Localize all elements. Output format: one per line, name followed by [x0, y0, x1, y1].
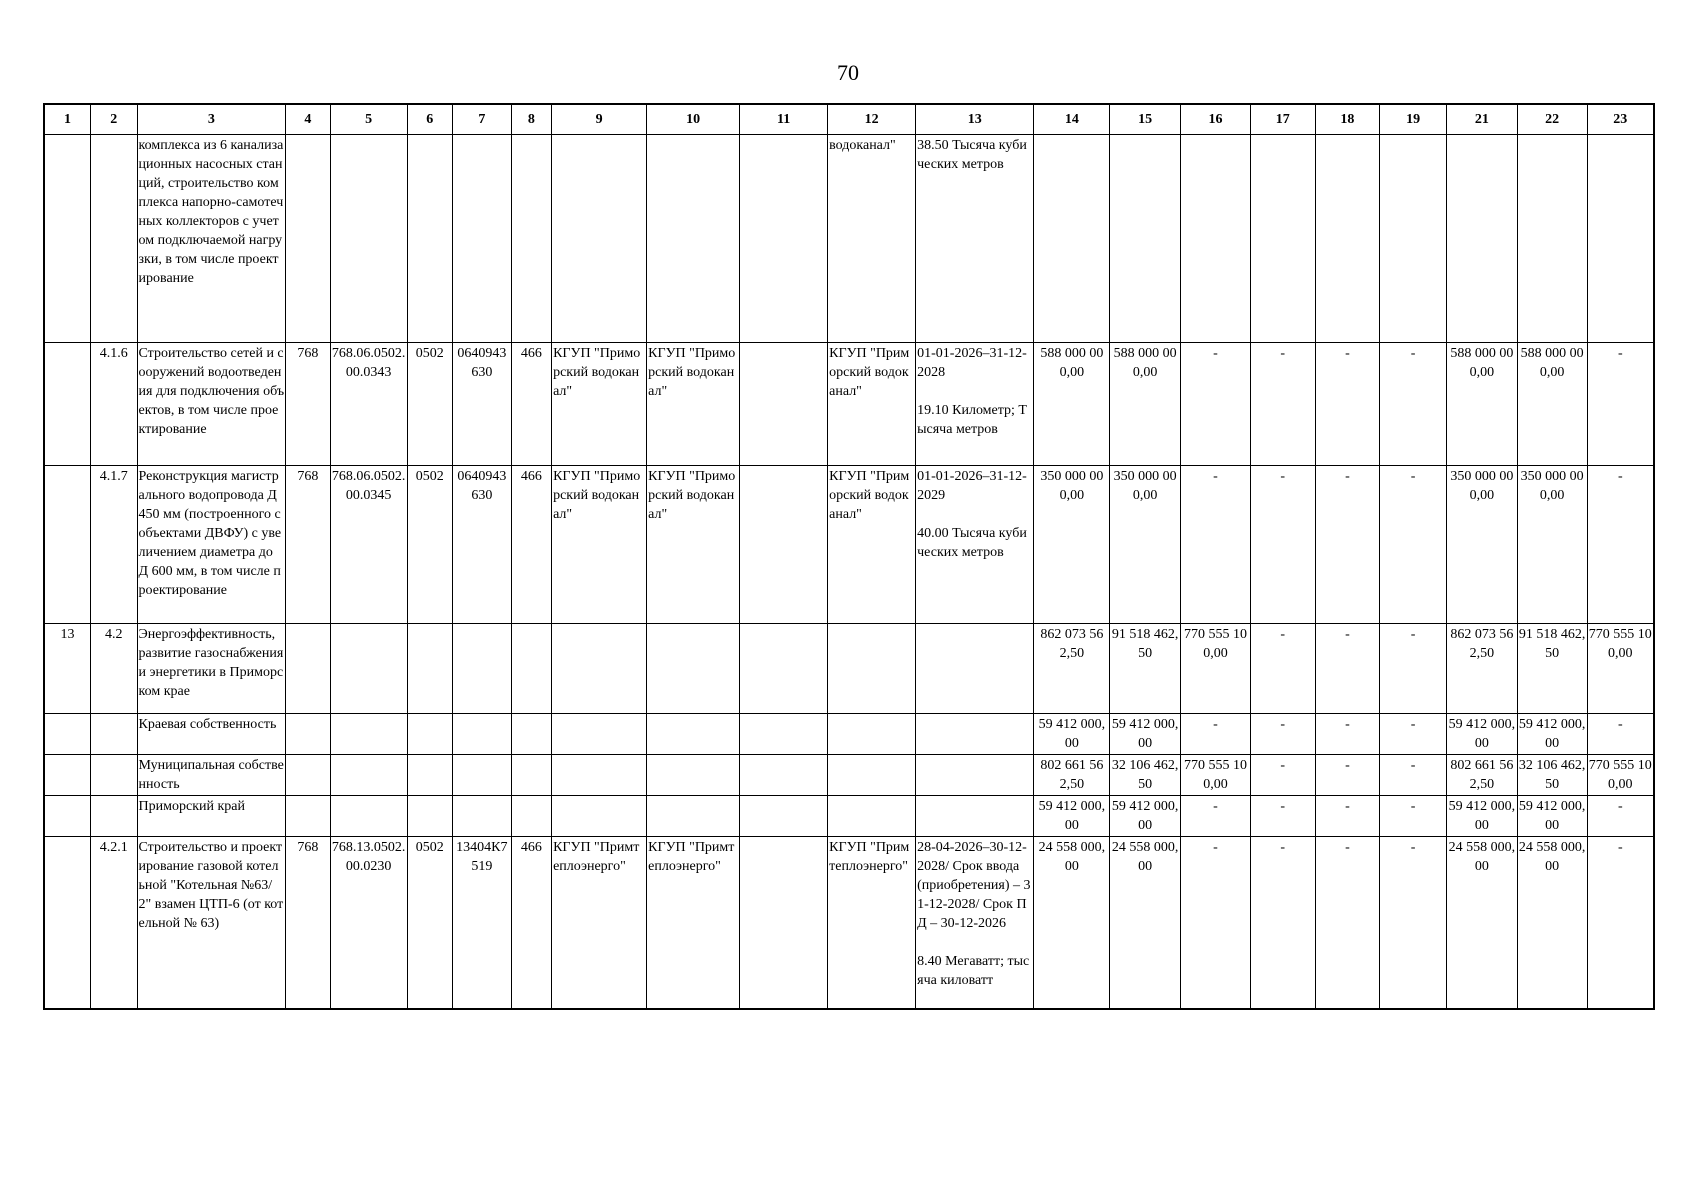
cell-1: 13 — [44, 624, 91, 714]
column-header: 2 — [91, 104, 138, 135]
cell-5 — [330, 714, 407, 755]
cell-14: 350 000 000,00 — [1034, 466, 1110, 624]
cell-19 — [1380, 135, 1447, 343]
cell-18: - — [1315, 755, 1380, 796]
cell-13 — [916, 837, 1034, 1009]
cell-5: 768.13.0502.00.0230 — [330, 837, 407, 1009]
cell-1 — [44, 796, 91, 837]
table-row — [44, 624, 1654, 714]
cell-17: - — [1250, 837, 1315, 1009]
program-table — [43, 103, 1655, 1010]
cell-2: 4.1.7 — [91, 466, 138, 624]
cell-7: 13404К7519 — [453, 837, 512, 1009]
table-row — [44, 135, 1654, 343]
cell-21: 59 412 000,00 — [1447, 714, 1518, 755]
cell-22: 350 000 000,00 — [1517, 466, 1587, 624]
cell-19: - — [1380, 796, 1447, 837]
cell-4: 768 — [286, 343, 330, 466]
cell-18: - — [1315, 343, 1380, 466]
cell-2: 4.1.6 — [91, 343, 138, 466]
cell-18: - — [1315, 466, 1380, 624]
column-header: 9 — [552, 104, 647, 135]
cell-14: 802 661 562,50 — [1034, 755, 1110, 796]
cell-12 — [828, 714, 916, 755]
cell-18 — [1315, 135, 1380, 343]
cell-14 — [1034, 135, 1110, 343]
cell-11 — [740, 714, 828, 755]
cell-15: 59 412 000,00 — [1110, 796, 1181, 837]
cell-8 — [511, 714, 551, 755]
cell-10: КГУП "Приморский водоканал" — [647, 466, 740, 624]
cell-23: - — [1587, 343, 1654, 466]
cell-14: 24 558 000,00 — [1034, 837, 1110, 1009]
column-header: 12 — [828, 104, 916, 135]
cell-18: - — [1315, 837, 1380, 1009]
column-header: 7 — [453, 104, 512, 135]
cell-23: - — [1587, 466, 1654, 624]
cell-1 — [44, 837, 91, 1009]
cell-22: 588 000 000,00 — [1517, 343, 1587, 466]
cell-13 — [916, 714, 1034, 755]
cell-21: 588 000 000,00 — [1447, 343, 1518, 466]
cell-10 — [647, 755, 740, 796]
cell-1 — [44, 135, 91, 343]
cell-18: - — [1315, 796, 1380, 837]
cell-6 — [407, 796, 453, 837]
cell-3: Муниципальная собственность — [137, 755, 286, 796]
cell-2 — [91, 796, 138, 837]
cell-12 — [828, 755, 916, 796]
cell-13 — [916, 466, 1034, 624]
cell-16: - — [1181, 466, 1251, 624]
cell-13 — [916, 796, 1034, 837]
cell-17: - — [1250, 466, 1315, 624]
cell-4 — [286, 755, 330, 796]
cell-3: комплекса из 6 канализационных насосных станций, строительство комплекса напорно-самотечных коллекторов с учетом подключаемой нагрузки, в том числе проектирование — [137, 135, 286, 343]
cell-17: - — [1250, 343, 1315, 466]
column-header: 19 — [1380, 104, 1447, 135]
column-header: 6 — [407, 104, 453, 135]
cell-10: КГУП "Приморский водоканал" — [647, 343, 740, 466]
cell-13-term: 28-04-2026–30-12-2028/ Срок ввода (приобретения) – 31-12-2028/ Срок ПД – 30-12-2026 — [917, 840, 1031, 931]
cell-15: 59 412 000,00 — [1110, 714, 1181, 755]
header-row — [44, 104, 1654, 135]
cell-13-term: 38.50 Тысяча кубических метров — [917, 138, 1027, 172]
table-row — [44, 343, 1654, 466]
cell-2 — [91, 714, 138, 755]
cell-22: 91 518 462,50 — [1517, 624, 1587, 714]
page-number: 70 — [837, 60, 859, 85]
table-row — [44, 796, 1654, 837]
cell-15: 32 106 462,50 — [1110, 755, 1181, 796]
column-header: 11 — [740, 104, 828, 135]
cell-21: 350 000 000,00 — [1447, 466, 1518, 624]
cell-14: 59 412 000,00 — [1034, 796, 1110, 837]
cell-6 — [407, 135, 453, 343]
cell-4 — [286, 135, 330, 343]
cell-23 — [1587, 135, 1654, 343]
cell-14: 59 412 000,00 — [1034, 714, 1110, 755]
cell-4 — [286, 714, 330, 755]
cell-23: - — [1587, 837, 1654, 1009]
column-header: 10 — [647, 104, 740, 135]
cell-15: 350 000 000,00 — [1110, 466, 1181, 624]
cell-6: 0502 — [407, 837, 453, 1009]
cell-23: 770 555 100,00 — [1587, 755, 1654, 796]
cell-7 — [453, 796, 512, 837]
cell-11 — [740, 796, 828, 837]
cell-16: - — [1181, 714, 1251, 755]
cell-13 — [916, 343, 1034, 466]
column-header: 4 — [286, 104, 330, 135]
cell-6 — [407, 624, 453, 714]
cell-5 — [330, 135, 407, 343]
column-header: 22 — [1517, 104, 1587, 135]
cell-4: 768 — [286, 837, 330, 1009]
cell-11 — [740, 343, 828, 466]
cell-6: 0502 — [407, 343, 453, 466]
cell-21: 802 661 562,50 — [1447, 755, 1518, 796]
cell-3: Строительство и проектирование газовой котельной "Котельная №63/2" взамен ЦТП-6 (от котельной № 63) — [137, 837, 286, 1009]
cell-16: - — [1181, 796, 1251, 837]
cell-8: 466 — [511, 837, 551, 1009]
cell-15: 588 000 000,00 — [1110, 343, 1181, 466]
cell-19: - — [1380, 755, 1447, 796]
cell-4: 768 — [286, 466, 330, 624]
cell-11 — [740, 466, 828, 624]
cell-6 — [407, 714, 453, 755]
cell-17: - — [1250, 755, 1315, 796]
cell-13-capacity: 40.00 Тысяча кубических метров — [917, 526, 1027, 560]
cell-9 — [552, 135, 647, 343]
cell-2: 4.2 — [91, 624, 138, 714]
cell-21 — [1447, 135, 1518, 343]
cell-17: - — [1250, 796, 1315, 837]
cell-7 — [453, 755, 512, 796]
cell-9: КГУП "Приморский водоканал" — [552, 466, 647, 624]
cell-21: 862 073 562,50 — [1447, 624, 1518, 714]
cell-13 — [916, 624, 1034, 714]
cell-16: - — [1181, 343, 1251, 466]
cell-18: - — [1315, 714, 1380, 755]
column-header: 13 — [916, 104, 1034, 135]
cell-13 — [916, 135, 1034, 343]
cell-4 — [286, 796, 330, 837]
cell-16 — [1181, 135, 1251, 343]
cell-9: КГУП "Приморский водоканал" — [552, 343, 647, 466]
cell-16: - — [1181, 837, 1251, 1009]
column-header: 3 — [137, 104, 286, 135]
cell-1 — [44, 466, 91, 624]
cell-22: 59 412 000,00 — [1517, 796, 1587, 837]
table-row — [44, 837, 1654, 1009]
cell-10: КГУП "Примтеплоэнерго" — [647, 837, 740, 1009]
cell-19: - — [1380, 343, 1447, 466]
cell-11 — [740, 135, 828, 343]
column-header: 17 — [1250, 104, 1315, 135]
cell-13-capacity: 19.10 Километр; Тысяча метров — [917, 403, 1027, 437]
column-header: 23 — [1587, 104, 1654, 135]
cell-7 — [453, 624, 512, 714]
table-row — [44, 466, 1654, 624]
cell-3: Приморский край — [137, 796, 286, 837]
cell-18: - — [1315, 624, 1380, 714]
cell-13-term: 01-01-2026–31-12-2028 — [917, 346, 1027, 380]
cell-12: КГУП "Примтеплоэнерго" — [828, 837, 916, 1009]
cell-10 — [647, 714, 740, 755]
cell-1 — [44, 714, 91, 755]
cell-7 — [453, 135, 512, 343]
cell-9 — [552, 755, 647, 796]
cell-14: 862 073 562,50 — [1034, 624, 1110, 714]
column-header: 16 — [1181, 104, 1251, 135]
cell-9 — [552, 796, 647, 837]
cell-10 — [647, 135, 740, 343]
cell-19: - — [1380, 714, 1447, 755]
cell-6: 0502 — [407, 466, 453, 624]
cell-2 — [91, 755, 138, 796]
column-header: 21 — [1447, 104, 1518, 135]
cell-8 — [511, 755, 551, 796]
cell-16: 770 555 100,00 — [1181, 755, 1251, 796]
cell-9 — [552, 624, 647, 714]
cell-15 — [1110, 135, 1181, 343]
cell-11 — [740, 837, 828, 1009]
cell-5 — [330, 796, 407, 837]
cell-11 — [740, 755, 828, 796]
cell-9 — [552, 714, 647, 755]
cell-12 — [828, 624, 916, 714]
cell-17 — [1250, 135, 1315, 343]
cell-7: 0640943630 — [453, 466, 512, 624]
cell-2: 4.2.1 — [91, 837, 138, 1009]
cell-15: 91 518 462,50 — [1110, 624, 1181, 714]
table-row — [44, 755, 1654, 796]
cell-21: 59 412 000,00 — [1447, 796, 1518, 837]
cell-19: - — [1380, 624, 1447, 714]
cell-23: - — [1587, 714, 1654, 755]
cell-16: 770 555 100,00 — [1181, 624, 1251, 714]
cell-22: 32 106 462,50 — [1517, 755, 1587, 796]
cell-23: - — [1587, 796, 1654, 837]
cell-11 — [740, 624, 828, 714]
cell-12: КГУП "Приморский водоканал" — [828, 466, 916, 624]
cell-7: 0640943630 — [453, 343, 512, 466]
cell-10 — [647, 624, 740, 714]
column-header: 14 — [1034, 104, 1110, 135]
cell-5 — [330, 624, 407, 714]
cell-23: 770 555 100,00 — [1587, 624, 1654, 714]
cell-5 — [330, 755, 407, 796]
cell-22: 59 412 000,00 — [1517, 714, 1587, 755]
cell-12 — [828, 796, 916, 837]
cell-17: - — [1250, 714, 1315, 755]
cell-1 — [44, 755, 91, 796]
cell-8: 466 — [511, 466, 551, 624]
cell-21: 24 558 000,00 — [1447, 837, 1518, 1009]
column-header: 18 — [1315, 104, 1380, 135]
cell-5: 768.06.0502.00.0343 — [330, 343, 407, 466]
cell-13 — [916, 755, 1034, 796]
cell-4 — [286, 624, 330, 714]
cell-7 — [453, 714, 512, 755]
cell-10 — [647, 796, 740, 837]
cell-17: - — [1250, 624, 1315, 714]
cell-8 — [511, 624, 551, 714]
cell-22 — [1517, 135, 1587, 343]
cell-22: 24 558 000,00 — [1517, 837, 1587, 1009]
cell-8: 466 — [511, 343, 551, 466]
cell-13-term: 01-01-2026–31-12-2029 — [917, 469, 1027, 503]
column-header: 15 — [1110, 104, 1181, 135]
column-header: 8 — [511, 104, 551, 135]
column-header: 5 — [330, 104, 407, 135]
cell-3: Краевая собственность — [137, 714, 286, 755]
column-header: 1 — [44, 104, 91, 135]
cell-12: водоканал" — [828, 135, 916, 343]
cell-14: 588 000 000,00 — [1034, 343, 1110, 466]
cell-12: КГУП "Приморский водоканал" — [828, 343, 916, 466]
cell-5: 768.06.0502.00.0345 — [330, 466, 407, 624]
cell-8 — [511, 135, 551, 343]
cell-3: Реконструкция магистрального водопровода Д 450 мм (построенного с объектами ДВФУ) с увеличением диаметра до Д 600 мм, в том числе проектирование — [137, 466, 286, 624]
cell-13-capacity: 8.40 Мегаватт; тысяча киловатт — [917, 954, 1030, 988]
table-row — [44, 714, 1654, 755]
cell-3: Строительство сетей и сооружений водоотведения для подключения объектов, в том числе проектирование — [137, 343, 286, 466]
cell-19: - — [1380, 837, 1447, 1009]
cell-19: - — [1380, 466, 1447, 624]
cell-2 — [91, 135, 138, 343]
cell-6 — [407, 755, 453, 796]
cell-3: Энергоэффективность, развитие газоснабжения и энергетики в Приморском крае — [137, 624, 286, 714]
cell-15: 24 558 000,00 — [1110, 837, 1181, 1009]
cell-1 — [44, 343, 91, 466]
cell-8 — [511, 796, 551, 837]
cell-9: КГУП "Примтеплоэнерго" — [552, 837, 647, 1009]
